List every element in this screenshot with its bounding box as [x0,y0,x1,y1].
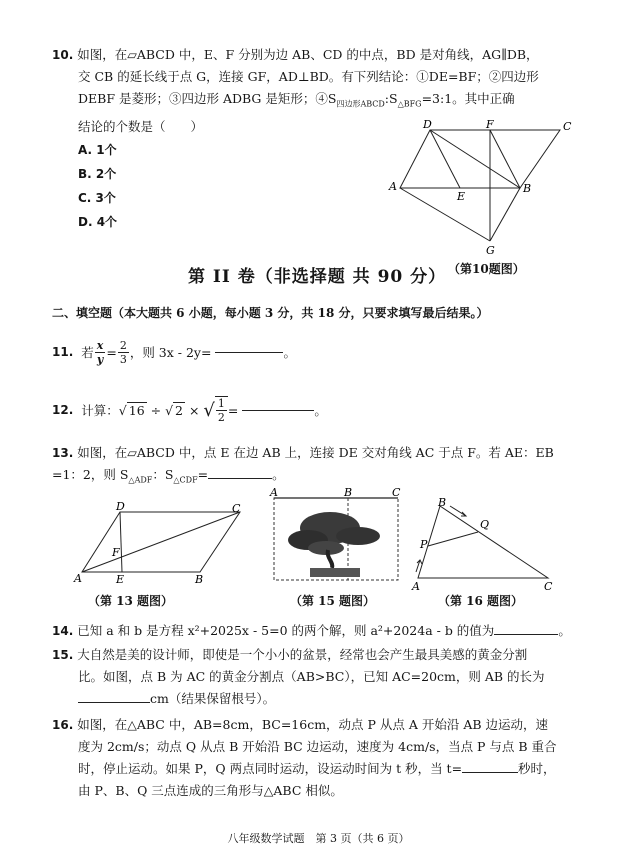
question-text: 比。如图，点 B 为 AC 的黄金分割点（AB>BC），已知 AC=20cm，则 AB 的长为 [78,669,545,684]
subscript: △CDF [173,475,198,485]
denominator: 2 [217,411,225,424]
question-13 [52,442,592,492]
label-B: B [523,182,532,195]
question-number: 14. [52,624,74,638]
radicand: 16 [128,403,145,418]
label-G: G [486,244,495,257]
label-P: P [420,538,428,551]
question-text: ：S [152,467,174,482]
figure-16-caption: （第 16 题图） [438,594,524,608]
question-number: 16. [52,718,74,732]
question-number: 10. [52,48,74,62]
label-A: A [389,180,397,193]
label-B: B [195,573,204,586]
question-text: 已知 a 和 b 是方程 x²+2025x - 5=0 的两个解，则 a²+2024a - b 的值为 [77,623,495,638]
question-text: =1：2，则 S [52,467,129,482]
period: 。 [272,467,285,482]
numerator: 2 [119,338,127,352]
sqrt-sign: √ [118,402,127,418]
part-heading: 二、填空题（本大题共 6 小题，每小题 3 分，共 18 分，只要求填写最后结果。） [52,306,489,320]
period: 。 [283,345,296,360]
question-text: 由 P、B、Q 三点连成的三角形与△ABC 相似。 [78,783,343,798]
answer-blank[interactable] [242,410,314,411]
question-text: 结论的个数是（ ） [78,118,204,134]
figure-13-caption: （第 13 题图） [88,594,174,608]
label-A: A [270,488,278,499]
answer-blank[interactable] [215,352,283,353]
label-F: F [486,118,494,131]
question-12 [52,392,327,428]
option-a: A. 1个 [78,143,117,157]
figure-15 [268,488,408,588]
question-text: 如图，在▱ABCD 中，E、F 分别为边 AB、CD 的中点，BD 是对角线，AG∥DB， [77,47,539,62]
label-C: C [544,580,553,593]
label-C: C [392,488,401,499]
question-text: ，则 3x - 2y= [129,345,212,360]
question-14 [52,620,571,642]
section-title: 第 II 卷（非选择题 共 90 分） [188,267,447,287]
question-number: 12. [52,403,74,417]
question-text: 交 CB 的延长线于点 G，连接 GF，AD⊥BD。有下列结论：①DE=BF；②四边形 [78,69,539,84]
label-E: E [457,190,466,203]
question-11 [52,334,296,370]
question-text: 时，停止运动。如果 P，Q 两点同时运动，设运动时间为 t 秒，当 t= [78,761,463,776]
options-list [78,138,117,234]
equals: = [106,344,117,360]
question-number: 13. [52,446,74,460]
question-text: DEBF 是菱形；③四边形 ADBG 是矩形；④S [78,91,337,106]
question-text: 如图，在△ABC 中，AB=8cm，BC=16cm，动点 P 从点 A 开始沿 AB 边运动，速 [77,717,549,732]
operator: × [185,402,204,418]
fraction-2-over-3 [118,339,129,366]
period: 。 [558,623,571,638]
question-16 [52,714,592,802]
figure-13 [70,500,255,590]
answer-blank[interactable] [208,478,272,479]
question-number: 11. [52,345,74,359]
numerator: x [96,338,104,352]
answer-blank[interactable] [462,772,518,773]
numerator: 1 [217,397,225,410]
label-E: E [116,573,125,586]
label-D: D [116,500,125,513]
figure-10-caption: （第10题图） [448,262,525,276]
label-A: A [74,572,82,585]
sqrt-sign: √ [203,399,215,421]
denominator: 3 [119,352,127,366]
option-d: D. 4个 [78,215,118,229]
bonsai-tree-image [288,512,380,577]
period: 。 [314,403,327,418]
question-text: 秒时， [518,761,556,776]
question-text: :S [384,91,398,106]
label-C: C [563,120,572,133]
option-c: C. 3个 [78,191,116,205]
label-B: B [438,498,447,509]
equals: = [227,402,239,418]
answer-blank[interactable] [78,702,150,703]
operator: ÷ [146,402,166,418]
label-A: A [412,580,420,593]
page-footer: 八年级数学试题 第 3 页（共 6 页） [227,832,410,845]
subscript: △ADF [128,475,153,485]
question-text: 如图，在▱ABCD 中，点 E 在边 AB 上，连接 DE 交对角线 AC 于点 F。若 AE：EB [77,445,554,460]
question-text: =3:1。其中正确 [421,91,515,106]
figure-10 [385,118,585,258]
question-15 [52,644,592,710]
denominator: y [96,352,104,366]
fraction-1-over-2 [216,397,227,424]
figure-15-caption: （第 15 题图） [290,594,376,608]
figure-16 [408,498,558,593]
label-B: B [344,488,353,499]
question-text: 若 [81,345,94,360]
fraction-x-over-y [95,339,106,366]
label-F: F [112,546,120,559]
question-text: 大自然是美的设计师，即使是一个小小的盆景，经常也会产生最具美感的黄金分割 [77,647,528,662]
question-text: 度为 2cm/s；动点 Q 从点 B 开始沿 BC 边运动，速度为 4cm/s，当点 P 与点 B 重合 [78,739,557,754]
question-text: = [197,467,209,482]
question-text: 计算： [81,403,119,418]
subscript: △BFG [397,99,422,109]
option-b: B. 2个 [78,167,117,181]
question-text: cm（结果保留根号）。 [150,691,276,706]
label-C: C [232,502,241,515]
question-number: 15. [52,648,74,662]
radicand: 2 [175,403,183,418]
subscript: 四边形ABCD [336,99,385,109]
answer-blank[interactable] [494,634,558,635]
label-Q: Q [480,518,490,531]
label-D: D [423,118,432,131]
sqrt-sign: √ [165,402,174,418]
